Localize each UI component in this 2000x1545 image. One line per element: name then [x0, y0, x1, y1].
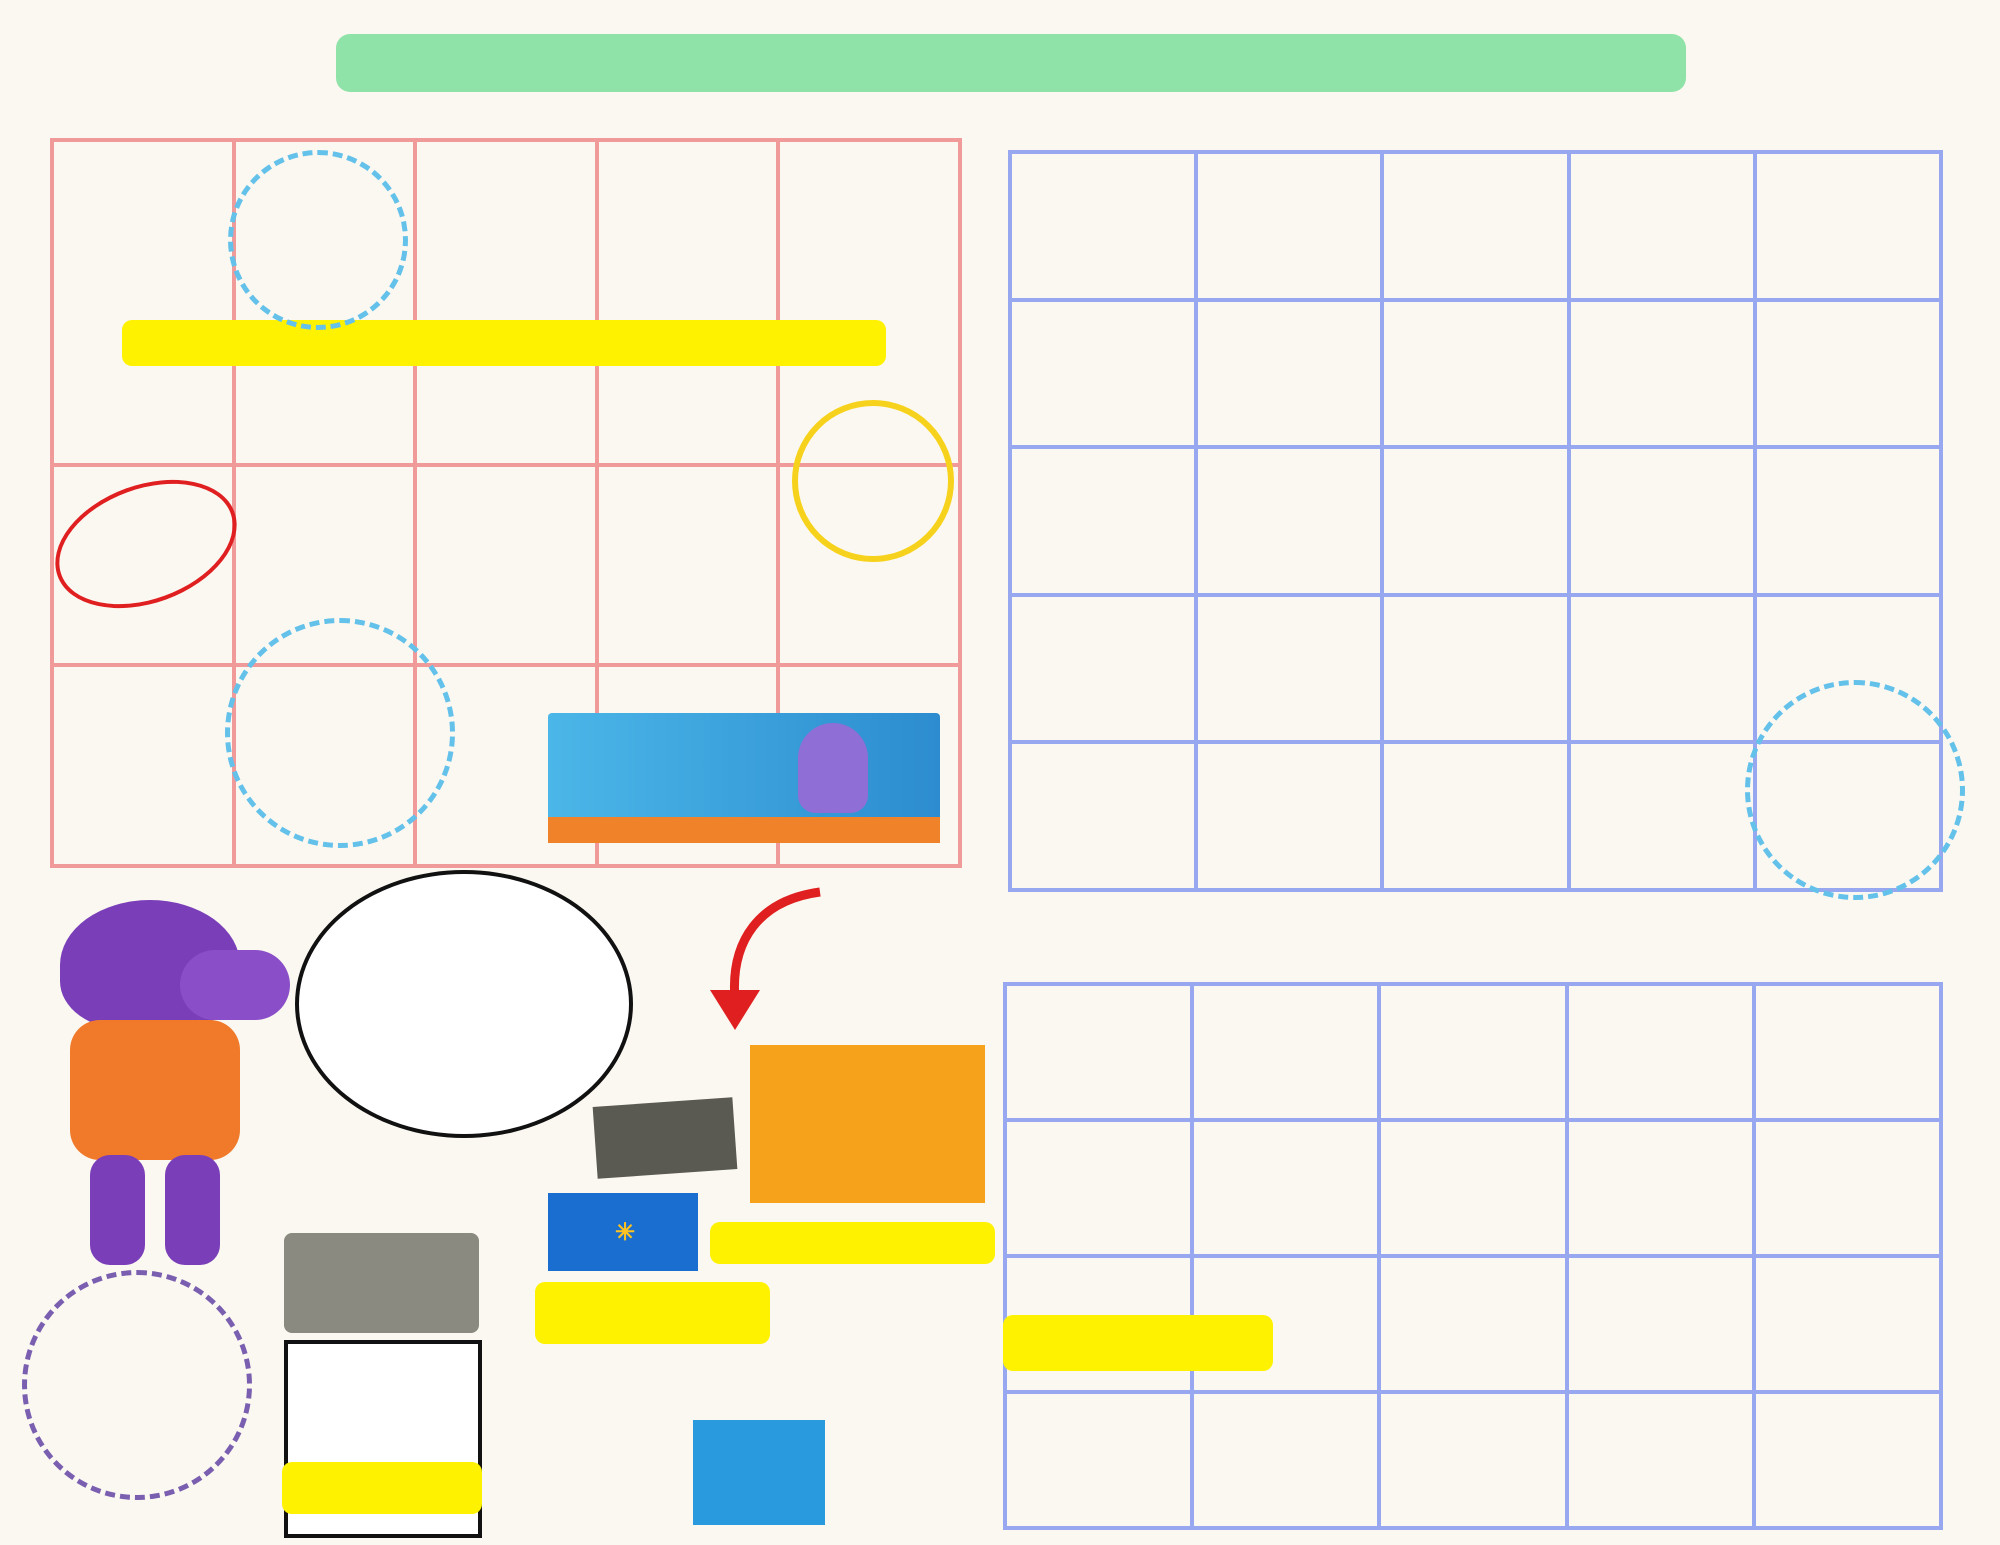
day-header: [1191, 953, 1377, 979]
calendar-day-cell: [597, 140, 779, 465]
event-text: [1012, 154, 1194, 192]
calendar-week-row: [1010, 300, 1941, 448]
calendar-day-cell: [1196, 742, 1382, 890]
event-text: [1194, 1122, 1377, 1160]
calendar-day-cell: [1196, 595, 1382, 743]
calendar-day-cell: [1567, 1256, 1754, 1392]
calendar-day-cell: [1192, 1120, 1379, 1256]
calendar-week-row: [1010, 152, 1941, 300]
event-text: [1007, 1122, 1190, 1160]
calendar-week-row: [1005, 984, 1941, 1120]
calendar-day-cell: [1755, 300, 1941, 448]
signup-banner: [122, 320, 886, 366]
calendar-day-cell: [1569, 152, 1755, 300]
event-text: [1198, 449, 1380, 487]
calendar-day-cell: [52, 665, 234, 866]
event-text: [599, 667, 777, 705]
red-arrow-icon: [690, 880, 830, 1040]
bricks-minifigs-logo: [693, 1420, 825, 1525]
august-calendar: [1003, 982, 1943, 1530]
event-text: [1569, 986, 1752, 1024]
calendar-day-cell: [1755, 152, 1941, 300]
calendar-day-cell: [1569, 742, 1755, 890]
day-header: [1380, 115, 1566, 141]
calendar-day-cell: [1192, 1392, 1379, 1528]
reading-scoop-text: [90, 523, 203, 564]
event-text: [1384, 154, 1566, 192]
event-text: [1198, 597, 1380, 635]
event-text: [1757, 597, 1939, 635]
sparetime-logo: [825, 1340, 990, 1390]
calendar-week-row: [1005, 1392, 1941, 1528]
event-text: [1384, 302, 1566, 340]
event-text: [1012, 302, 1194, 340]
calendar-day-cell: [1755, 447, 1941, 595]
level-up-banner: [548, 713, 940, 843]
swirl-ring-icon: [228, 150, 408, 330]
day-header: [1194, 115, 1380, 141]
calendar-day-cell: [1379, 1392, 1566, 1528]
event-text: [1571, 744, 1753, 782]
event-text: [1757, 449, 1939, 487]
event-text: [599, 467, 777, 505]
day-header: [1008, 115, 1194, 141]
event-text: [780, 142, 958, 206]
calendar-day-cell: [1754, 1256, 1941, 1392]
calendar-day-cell: [1005, 1392, 1192, 1528]
calendar-day-cell: [1379, 984, 1566, 1120]
event-text: [1384, 597, 1566, 635]
event-text: [1569, 1394, 1752, 1432]
event-text: [1384, 744, 1566, 782]
calendar-day-cell: [1754, 1120, 1941, 1256]
early-childhood-text: [282, 1462, 482, 1514]
event-text: [236, 467, 414, 505]
day-header: [1377, 953, 1563, 979]
yellow-circle-icon: [792, 400, 954, 562]
bristol-blues-logo: [495, 1425, 675, 1520]
event-text: [54, 667, 232, 705]
calendar-week-row: [1005, 1120, 1941, 1256]
event-text: [1756, 1122, 1939, 1160]
calendar-day-cell: [1382, 595, 1568, 743]
calendar-day-cell: [1567, 984, 1754, 1120]
event-text: [417, 142, 595, 180]
store-opens-banner: [1003, 1315, 1273, 1371]
event-text: [1756, 1394, 1939, 1432]
event-text: [1571, 449, 1753, 487]
calendar-day-cell: [1005, 1120, 1192, 1256]
friends-of-library-label: [535, 1282, 770, 1344]
spark-icon: ✳: [614, 1218, 636, 1246]
event-text: [1198, 302, 1380, 340]
calendar-day-cell: [1010, 742, 1196, 890]
event-text: [1012, 597, 1194, 635]
calendar-day-cell: [1010, 595, 1196, 743]
calendar-day-cell: [415, 140, 597, 465]
event-text: [417, 467, 595, 505]
calendar-day-cell: [52, 140, 234, 465]
event-text: [780, 667, 958, 705]
june-day-headers: [50, 112, 950, 138]
calendar-day-cell: [1196, 447, 1382, 595]
early-childhood-logo: [284, 1340, 482, 1538]
event-text: [1757, 154, 1939, 192]
event-text: [1381, 1122, 1564, 1160]
august-day-headers: [1005, 953, 1935, 979]
day-header: [590, 112, 770, 138]
calendar-day-cell: [1569, 447, 1755, 595]
day-header: [230, 112, 410, 138]
event-text: [1007, 1394, 1190, 1432]
event-text: [1194, 986, 1377, 1024]
event-text: [1569, 1258, 1752, 1296]
day-header: [1566, 115, 1752, 141]
firststudent-logo: [508, 1355, 778, 1405]
calendar-day-cell: [1010, 447, 1196, 595]
page-title: [336, 34, 1686, 92]
swirl-ring-icon: [225, 618, 455, 848]
purple-swirl-ring-icon: [22, 1270, 252, 1500]
calendar-day-cell: [1382, 152, 1568, 300]
event-text: [1007, 1258, 1190, 1296]
calendar-day-cell: [1196, 300, 1382, 448]
calendar-day-cell: [1567, 1392, 1754, 1528]
event-text: [599, 142, 777, 180]
event-text: [1012, 449, 1194, 487]
eversource-logo: [840, 1288, 990, 1318]
calendar-day-cell: [1567, 1120, 1754, 1256]
event-text: [1198, 744, 1380, 782]
event-text: [1194, 1258, 1377, 1296]
event-text: [1381, 1258, 1564, 1296]
day-header: [50, 112, 230, 138]
summer-meals-logo: [750, 1045, 985, 1203]
calendar-day-cell: [1382, 742, 1568, 890]
calendar-day-cell: [1569, 595, 1755, 743]
july-day-headers: [1008, 115, 1938, 141]
event-text: [1756, 986, 1939, 1024]
day-header: [1563, 953, 1749, 979]
day-header: [1005, 953, 1191, 979]
calendar-day-cell: [1379, 1256, 1566, 1392]
imagine-nation-logo: [835, 1410, 985, 1520]
day-header: [1752, 115, 1938, 141]
calendar-day-cell: [1754, 984, 1941, 1120]
event-text: [1007, 986, 1190, 1024]
gabe-straun-label: [710, 1222, 995, 1264]
calendar-day-cell: [1192, 984, 1379, 1120]
event-text: [1384, 449, 1566, 487]
event-text: [1012, 744, 1194, 782]
event-text: [1194, 1394, 1377, 1432]
event-text: [54, 142, 232, 180]
event-text: [1757, 302, 1939, 340]
event-text: [1571, 597, 1753, 635]
event-text: [1571, 154, 1753, 192]
calendar-day-cell: [1010, 300, 1196, 448]
event-text: [1756, 1258, 1939, 1296]
walmart-logo: [548, 1193, 698, 1271]
event-text: [1569, 1122, 1752, 1160]
calendar-day-cell: [597, 465, 779, 666]
calendar-day-cell: [1382, 447, 1568, 595]
calendar-week-row: [1010, 447, 1941, 595]
swirl-ring-icon: [1745, 680, 1965, 900]
day-header: [770, 112, 950, 138]
barnes-nature-center-logo: [284, 1233, 479, 1333]
calendar-day-cell: [1382, 300, 1568, 448]
calendar-day-cell: [1196, 152, 1382, 300]
calendar-day-cell: [1005, 984, 1192, 1120]
calendar-day-cell: [1569, 300, 1755, 448]
speech-bubble: [295, 870, 633, 1138]
level-up-footer: [548, 817, 940, 843]
calendar-day-cell: [1010, 152, 1196, 300]
calendar-day-cell: [415, 465, 597, 666]
garden-club-logo: [593, 1097, 738, 1179]
calendar-day-cell: [1379, 1120, 1566, 1256]
event-text: [1571, 302, 1753, 340]
purple-hippo-mascot-icon: [40, 890, 290, 1280]
day-header: [410, 112, 590, 138]
event-text: [1381, 986, 1564, 1024]
day-header: [1749, 953, 1935, 979]
event-text: [1381, 1394, 1564, 1432]
calendar-day-cell: [1754, 1392, 1941, 1528]
event-text: [1198, 154, 1380, 192]
aardvark-mascot-icon: [798, 723, 868, 813]
